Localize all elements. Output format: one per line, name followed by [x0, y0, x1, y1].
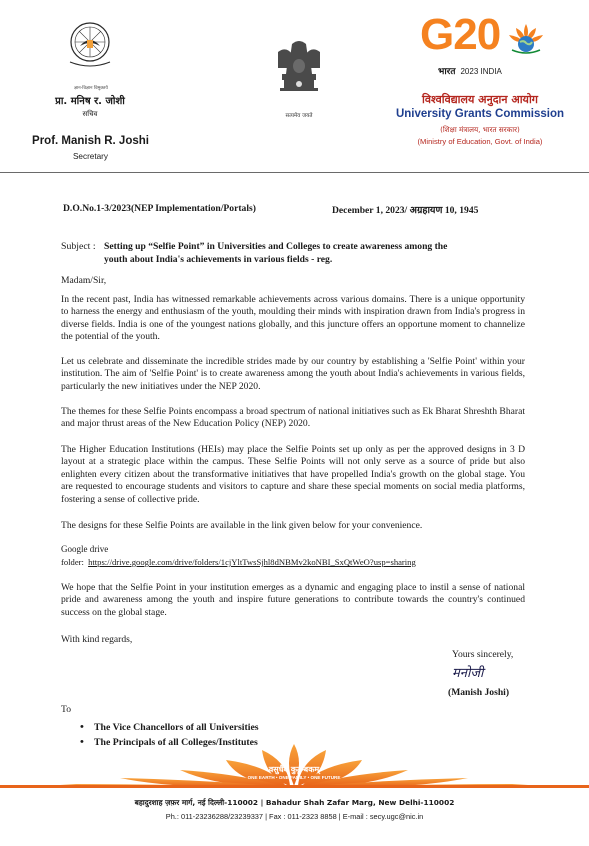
drive-label: Google drive: [61, 544, 109, 554]
drive-folder-line: [61, 557, 416, 567]
name-english: Prof. Manish R. Joshi: [32, 135, 149, 147]
to-label: To: [61, 704, 71, 715]
reference-number: D.O.No.1-3/2023(NEP Implementation/Portals): [63, 203, 256, 214]
footer-contact: Ph.: 011-23236288/23239337 | Fax : 011-2323 8858 | E-mail : secy.ugc@nic.in: [165, 812, 424, 821]
drive-folder-label: folder:: [61, 557, 84, 567]
subject-line-1: Setting up “Selfie Point” in Universities and Colleges to create awareness among the: [104, 241, 448, 252]
google-drive-link[interactable]: https://drive.google.com/drive/folders/1cjYltTwsSjhl8dNBMv2koNBI_SxQtWeO?usp=sharing: [88, 557, 416, 567]
ugc-emblem-icon: [66, 20, 114, 70]
paragraph-1: In the recent past, India has witnessed remarkable achievements across various domains. There is a unique opportunity to harness the energy and enthusiasm of the youth, moulding their minds with inspiration drawn from India's progress in diverse fields. India is one of the youngest nations globally, and this juncture offers an opportune moment to channelize the potential of the youth.: [61, 294, 525, 343]
letter-date: December 1, 2023/ अग्रहायण 10, 1945: [332, 205, 479, 216]
g20-text: G20: [420, 10, 501, 59]
header-divider: [0, 172, 589, 173]
footer-motto-hindi: वसुधैव कुटुम्बकम्: [268, 765, 320, 774]
paragraph-3: The themes for these Selfie Points encompass a broad spectrum of national initiatives such as Ek Bharat Shreshth Bharat and major thrust areas of the New Education Policy (NEP) 2020.: [61, 406, 525, 430]
paragraph-5: The designs for these Selfie Points are available in the link given below for your convenience.: [61, 520, 423, 531]
paragraph-4: The Higher Education Institutions (HEIs) may place the Selfie Points set up only as per the approved designs in 3 D layout at a strategic place within the campus. These Selfie Points will not only serve as a source of pride but also enlighten every citizen about the transformative initiatives that have propelled India's growth on the global stage. You are requested to encourage students and visitors to capture and share these special moments on social media platforms, fostering a sense of collective pride.: [61, 444, 525, 505]
ministry-english: (Ministry of Education, Govt. of India): [417, 137, 543, 146]
emblem-motto: ज्ञान-विज्ञान विमुक्तये: [74, 86, 108, 91]
recipient-item: • The Principals of all Colleges/Institutes: [80, 735, 259, 750]
org-english: University Grants Commission: [395, 108, 565, 120]
footer-motto-english: ONE EARTH • ONE FAMILY • ONE FUTURE: [247, 775, 341, 780]
footer-address: बहादुरशाह ज़फ़र मार्ग, नई दिल्ली-110002 | Bahadur Shah Zafar Marg, New Delhi-110002: [134, 798, 455, 807]
subject-line-2: youth about India's achievements in various fields - reg.: [104, 254, 333, 265]
ministry-hindi: (शिक्षा मंत्रालय, भारत सरकार): [440, 125, 520, 134]
name-hindi: प्रा. मनिष र. जोशी: [55, 96, 125, 107]
signature: मनोजी: [452, 666, 484, 681]
title-hindi: सचिव: [82, 110, 98, 118]
paragraph-6: We hope that the Selfie Point in your institution emerges as a dynamic and engaging place to instil a sense of national pride and awareness among the youth and inspire future generations to contribute towards the country's continued success on the global stage.: [61, 582, 525, 618]
recipient-item: • The Vice Chancellors of all Universities: [80, 720, 259, 735]
g20-subline: [438, 64, 502, 77]
salutation: Madam/Sir,: [61, 275, 107, 286]
national-emblem-icon: [270, 38, 328, 110]
g20-lotus-globe-icon: [506, 20, 546, 56]
closing: With kind regards,: [61, 634, 133, 645]
emblem-caption: सत्यमेव जयते: [285, 113, 313, 119]
subject-label: Subject :: [61, 241, 96, 252]
g20-sub-year: 2023 INDIA: [460, 67, 502, 76]
yours-sincerely: Yours sincerely,: [452, 649, 514, 660]
title-english: Secretary: [72, 152, 109, 161]
g20-sub-hindi: भारत: [438, 67, 456, 77]
org-hindi: विश्वविद्यालय अनुदान आयोग: [422, 93, 538, 106]
signatory-name: (Manish Joshi): [448, 687, 510, 698]
paragraph-2: Let us celebrate and disseminate the incredible strides made by our country by establishing a 'Selfie Point' within your institution. The aim of 'Selfie Point' is to create awareness among the youth about India's achievements in various fields, particularly the new initiatives under the NEP 2020.: [61, 356, 525, 392]
